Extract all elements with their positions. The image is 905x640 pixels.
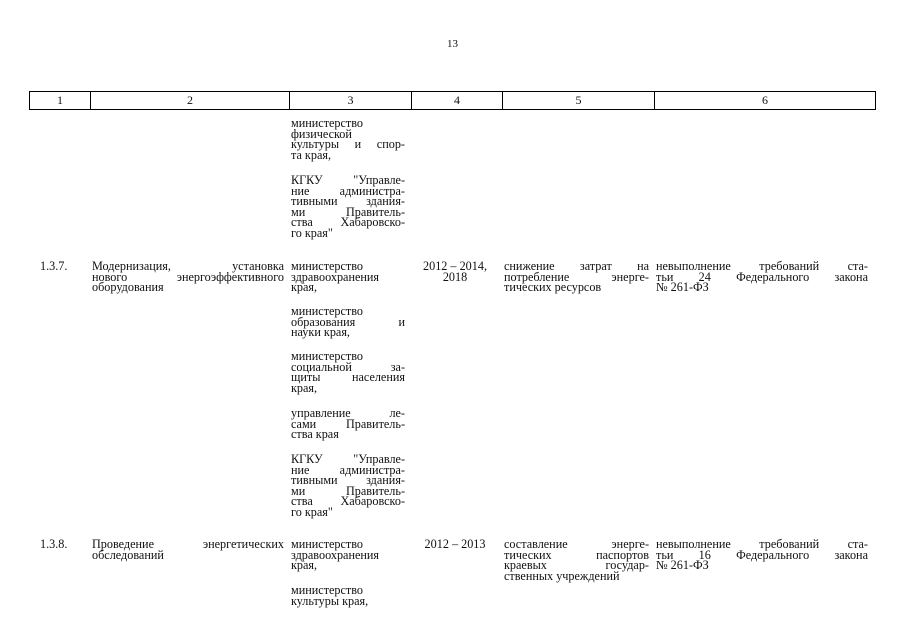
row-1-3-7-responsible-2: министерство образования и науки края, xyxy=(291,304,405,339)
row-1-3-7-result: снижение затрат на потребление энерге- тических ресурсов xyxy=(504,259,649,294)
header-col-2: 2 xyxy=(91,92,290,109)
row-1-3-8-years: 2012 – 2013 xyxy=(424,537,486,551)
header-col-3: 3 xyxy=(290,92,412,109)
row-1-3-8-responsible-1: министерство здравоохранения края, xyxy=(291,537,380,572)
row-1-3-8-result: составление энерге- тических паспортов краевых государ- ственных учреждений xyxy=(504,537,649,583)
row-1-3-8-responsible-2: министерство культуры края, xyxy=(291,583,369,608)
cont-responsible-2: КГКУ "Управле- ние администра- тивными здания- ми Правитель- ства Хабаровско- го края" xyxy=(291,173,405,240)
header-col-6: 6 xyxy=(762,93,768,107)
row-1-3-7-number: 1.3.7. xyxy=(40,259,68,273)
row-1-3-8-number: 1.3.8. xyxy=(40,537,68,551)
row-1-3-7-responsible-3: министерство социальной за- щиты населения края, xyxy=(291,349,405,395)
row-1-3-7-consequence: невыполнение требований ста- тьи 24 Федерального закона № 261-ФЗ xyxy=(656,259,868,294)
page-number: 13 xyxy=(447,38,458,50)
header-col-1: 1 xyxy=(30,92,91,109)
row-1-3-7-responsible-5: КГКУ "Управле- ние администра- тивными здания- ми Правитель- ства Хабаровско- го края" xyxy=(291,452,405,519)
row-1-3-7-responsible-4: управление ле- сами Правитель- ства края xyxy=(291,406,405,441)
cont-responsible-1: министерство физической культуры и спор- та края, xyxy=(291,116,405,162)
row-1-3-7-responsible-1: министерство здравоохранения края, xyxy=(291,259,380,294)
header-col-4: 4 xyxy=(412,92,503,109)
row-1-3-8-consequence: невыполнение требований ста- тьи 16 Федерального закона № 261-ФЗ xyxy=(656,537,868,572)
row-1-3-7-years: 2012 – 2014, 2018 xyxy=(423,259,487,284)
header-col-5: 5 xyxy=(503,92,655,109)
row-1-3-8-title: Проведение энергетических обследований xyxy=(92,537,284,562)
row-1-3-7-title: Модернизация, установка нового энергоэффективного оборудования xyxy=(92,259,284,294)
table-header-row xyxy=(29,91,876,110)
